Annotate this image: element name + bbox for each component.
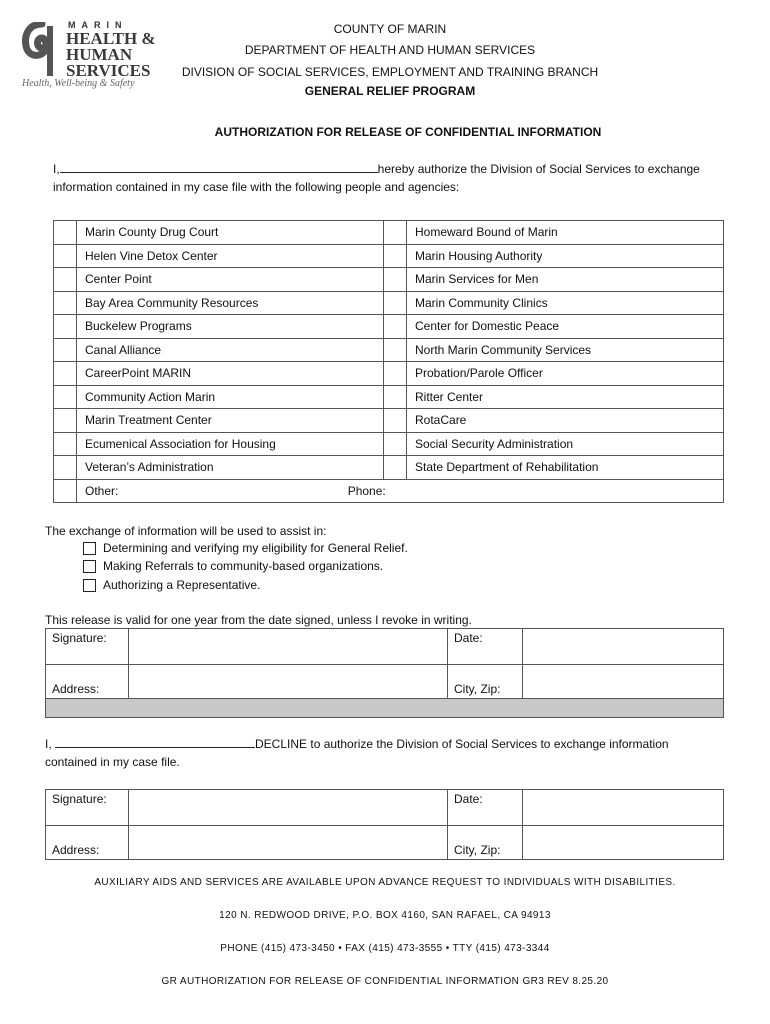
exchange-intro: The exchange of information will be used to assist in: (45, 524, 327, 538)
phone-label: Phone: (347, 483, 386, 498)
decline-signature-field[interactable] (129, 790, 448, 826)
agency-checkbox[interactable] (54, 432, 77, 456)
agency-name: State Department of Rehabilitation (407, 456, 724, 480)
agency-checkbox[interactable] (384, 291, 407, 315)
logo-line-2: HUMAN (66, 45, 133, 64)
marin-hhs-logo (20, 20, 170, 92)
agency-row (54, 315, 724, 339)
option-referrals-checkbox[interactable] (83, 560, 96, 573)
agency-checkbox[interactable] (384, 362, 407, 386)
agency-checkbox[interactable] (384, 432, 407, 456)
authorize-signature-table (45, 628, 724, 718)
agency-row (54, 244, 724, 268)
agency-checkbox[interactable] (384, 268, 407, 292)
agency-name: Veteran’s Administration (77, 456, 384, 480)
header-department: DEPARTMENT OF HEALTH AND HUMAN SERVICES (244, 43, 536, 57)
agency-name: Marin Services for Men (407, 268, 724, 292)
agency-name: Center Point (77, 268, 384, 292)
release-validity-note: This release is valid for one year from the date signed, unless I revoke in writing. (45, 613, 472, 627)
agency-name: Bay Area Community Resources (77, 291, 384, 315)
agency-checkbox[interactable] (54, 385, 77, 409)
authorize-prefix: I, (53, 162, 60, 176)
logo-marin-text: MARIN (68, 20, 128, 30)
decline-date-label: Date: (448, 790, 523, 826)
decline-city-zip-label: City, Zip: (448, 826, 523, 860)
agency-name: Helen Vine Detox Center (77, 244, 384, 268)
decline-name-blank[interactable] (55, 737, 255, 748)
agency-name: Ecumenical Association for Housing (77, 432, 384, 456)
agency-row (54, 362, 724, 386)
decline-signature-table (45, 789, 724, 860)
logo-tagline: Health, Well-being & Safety (22, 78, 135, 89)
option-referrals-label: Making Referrals to community-based organizations. (103, 559, 384, 573)
agency-name: Ritter Center (407, 385, 724, 409)
logo-mark-icon (20, 22, 64, 78)
agency-checkbox[interactable] (384, 385, 407, 409)
agency-checkbox[interactable] (384, 315, 407, 339)
shaded-divider (46, 699, 724, 718)
agency-row (54, 291, 724, 315)
agency-checkbox[interactable] (54, 315, 77, 339)
other-checkbox[interactable] (54, 479, 77, 503)
header-program: GENERAL RELIEF PROGRAM (304, 84, 476, 98)
authorize-name-blank[interactable] (60, 162, 378, 173)
header-county: COUNTY OF MARIN (333, 22, 447, 36)
footer-address: 120 N. REDWOOD DRIVE, P.O. BOX 4160, SAN RAFAEL, CA 94913 (219, 910, 551, 921)
form-title: AUTHORIZATION FOR RELEASE OF CONFIDENTIAL INFORMATION (214, 125, 602, 139)
agency-name: Probation/Parole Officer (407, 362, 724, 386)
agency-checkbox[interactable] (54, 244, 77, 268)
footer-phone: PHONE (415) 473-3450 • FAX (415) 473-3555 • TTY (415) 473-3344 (220, 943, 550, 954)
date-label: Date: (448, 629, 523, 665)
agency-checkbox[interactable] (384, 456, 407, 480)
other-cell[interactable] (77, 479, 724, 503)
option-representative-checkbox[interactable] (83, 579, 96, 592)
decline-statement (45, 737, 669, 751)
logo-line-3: SERVICES (66, 61, 151, 80)
date-field[interactable] (523, 629, 724, 665)
decline-suffix: DECLINE to authorize the Division of Social Services to exchange information (255, 737, 669, 751)
agency-checkbox[interactable] (54, 291, 77, 315)
agency-checkbox[interactable] (384, 221, 407, 245)
decline-signature-label: Signature: (46, 790, 129, 826)
agency-name: Homeward Bound of Marin (407, 221, 724, 245)
agency-row (54, 432, 724, 456)
agency-table (53, 220, 724, 503)
agency-name: CareerPoint MARIN (77, 362, 384, 386)
agency-name: Marin County Drug Court (77, 221, 384, 245)
logo-line-1: HEALTH & (66, 29, 156, 48)
decline-address-field[interactable] (129, 826, 448, 860)
header-division: DIVISION OF SOCIAL SERVICES, EMPLOYMENT AND TRAINING BRANCH (181, 65, 599, 79)
option-representative (83, 578, 260, 592)
agency-checkbox[interactable] (54, 338, 77, 362)
agency-name: Community Action Marin (77, 385, 384, 409)
address-field[interactable] (129, 665, 448, 699)
agency-checkbox[interactable] (384, 244, 407, 268)
option-eligibility-checkbox[interactable] (83, 542, 96, 555)
agency-row (54, 456, 724, 480)
agency-name: Marin Treatment Center (77, 409, 384, 433)
signature-field[interactable] (129, 629, 448, 665)
footer-form-id: GR AUTHORIZATION FOR RELEASE OF CONFIDENTIAL INFORMATION GR3 REV 8.25.20 (161, 976, 609, 987)
agency-name: Social Security Administration (407, 432, 724, 456)
authorize-suffix: hereby authorize the Division of Social Services to exchange (377, 162, 700, 176)
signature-label: Signature: (46, 629, 129, 665)
agency-name: Center for Domestic Peace (407, 315, 724, 339)
agency-row (54, 338, 724, 362)
city-zip-label: City, Zip: (448, 665, 523, 699)
agency-name: RotaCare (407, 409, 724, 433)
decline-prefix: I, (45, 737, 52, 751)
agency-checkbox[interactable] (384, 409, 407, 433)
agency-name: Marin Housing Authority (407, 244, 724, 268)
option-eligibility-label: Determining and verifying my eligibility for General Relief. (103, 541, 408, 555)
address-label: Address: (46, 665, 129, 699)
decline-city-zip-field[interactable] (523, 826, 724, 860)
agency-row (54, 409, 724, 433)
agency-checkbox[interactable] (54, 362, 77, 386)
agency-row (54, 268, 724, 292)
agency-name: North Marin Community Services (407, 338, 724, 362)
agency-name: Buckelew Programs (77, 315, 384, 339)
decline-line-2: contained in my case file. (45, 755, 180, 769)
footer-accessibility: AUXILIARY AIDS AND SERVICES ARE AVAILABLE UPON ADVANCE REQUEST TO INDIVIDUALS WITH DISABILITIES. (94, 877, 676, 888)
other-label: Other: (85, 483, 119, 498)
agency-checkbox[interactable] (54, 221, 77, 245)
authorize-statement (53, 162, 700, 176)
agency-row (54, 221, 724, 245)
option-referrals (83, 559, 383, 573)
agency-name: Marin Community Clinics (407, 291, 724, 315)
agency-row (54, 385, 724, 409)
agency-checkbox[interactable] (54, 456, 77, 480)
other-row (54, 479, 724, 503)
option-eligibility (83, 541, 408, 555)
city-zip-field[interactable] (523, 665, 724, 699)
option-representative-label: Authorizing a Representative. (103, 578, 261, 592)
agency-checkbox[interactable] (384, 338, 407, 362)
decline-address-label: Address: (46, 826, 129, 860)
agency-name: Canal Alliance (77, 338, 384, 362)
agency-checkbox[interactable] (54, 409, 77, 433)
agency-checkbox[interactable] (54, 268, 77, 292)
authorize-line-2: information contained in my case file with the following people and agencies: (53, 180, 460, 194)
decline-date-field[interactable] (523, 790, 724, 826)
